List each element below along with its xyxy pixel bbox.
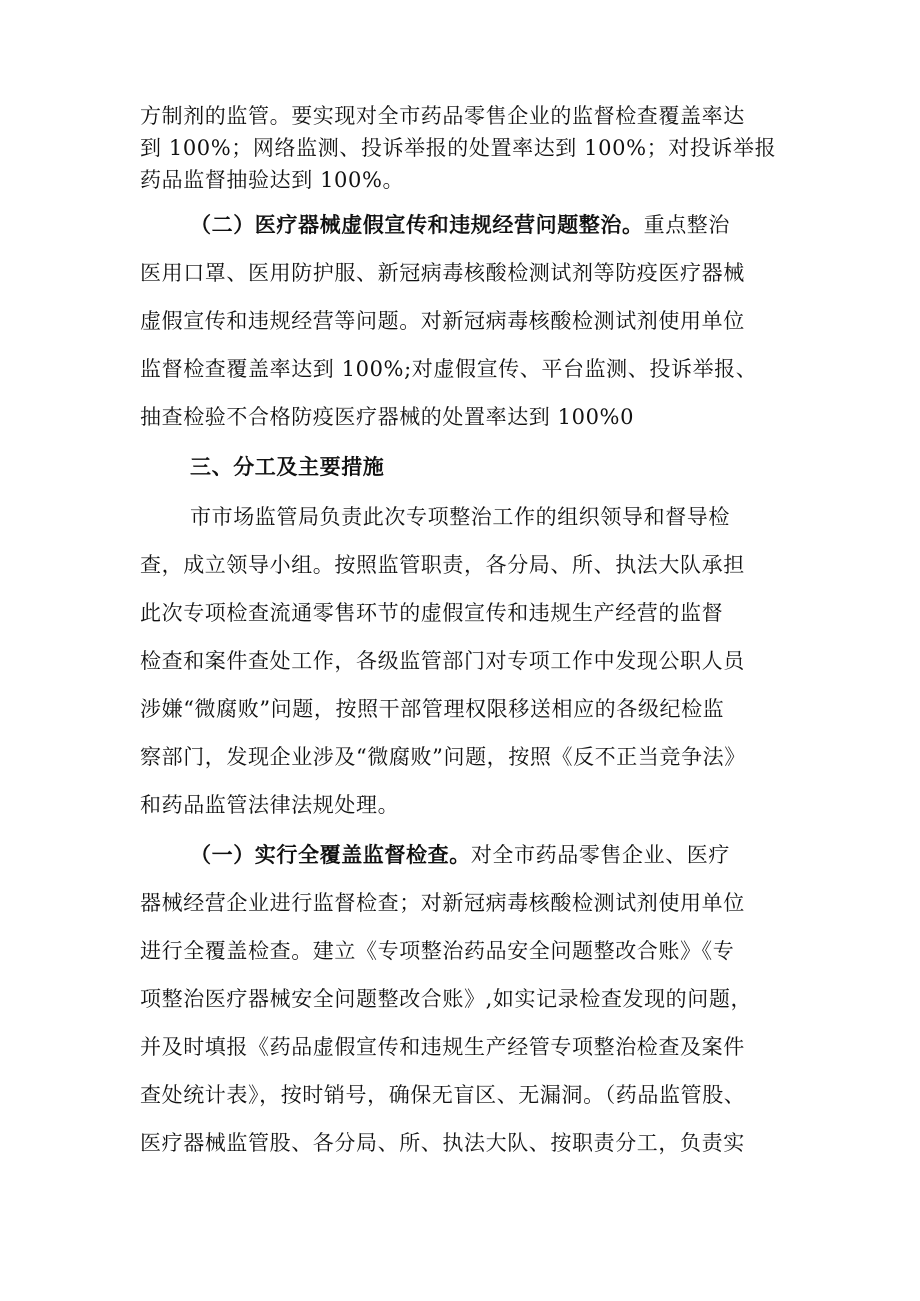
section2-line: 医用口罩、医用防护服、新冠病毒核酸检测试剂等防疫医疗器械 — [140, 261, 745, 285]
sub1-line: 项整治医疗器械安全问题整改合账》,如实记录检查发现的问题， — [140, 987, 753, 1011]
sub1-line: 器械经营企业进行监督检查；对新冠病毒核酸检测试剂使用单位 — [140, 891, 745, 915]
section3-heading: 三、分工及主要措施 — [190, 454, 385, 479]
sub1-title: （一）实行全覆盖监督检查。 — [190, 842, 471, 867]
section2-line: 虚假宣传和违规经营等问题。对新冠病毒核酸检测试剂使用单位 — [140, 309, 745, 333]
para3-line: 和药品监管法律法规处理。 — [140, 793, 400, 817]
para3-line: 涉嫌“微腐败”问题，按照干部管理权限移送相应的各级纪检监 — [140, 697, 725, 721]
para3-line: 此次专项检查流通零售环节的虚假宣传和违规生产经营的监督 — [140, 601, 724, 625]
para3-line: 检查和案件查处工作，各级监管部门对专项工作中发现公职人员 — [140, 649, 745, 673]
intro-line: 方制剂的监管。要实现对全市药品零售企业的监督检查覆盖率达 — [140, 104, 745, 128]
sub1-line: 并及时填报《药品虚假宣传和违规生产经管专项整治检查及案件 — [140, 1035, 745, 1059]
para3-line: 查，成立领导小组。按照监管职责，各分局、所、执法大队承担 — [140, 553, 745, 577]
para3-line: 察部门，发现企业涉及“微腐败”问题，按照《反不正当竞争法》 — [140, 745, 746, 769]
intro-line: 到 100%；网络监测、投诉举报的处置率达到 100%；对投诉举报 — [140, 136, 777, 160]
section2-line: 监督检查覆盖率达到 100%;对虚假宣传、平台监测、投诉举报、 — [140, 357, 758, 381]
sub1-paragraph-start — [190, 842, 730, 868]
section2-title: （二）医疗器械虚假宣传和违规经营问题整治。 — [190, 212, 644, 237]
para3-line: 市市场监管局负责此次专项整治工作的组织领导和督导检 — [190, 505, 730, 529]
sub1-text: 对全市药品零售企业、医疗 — [470, 843, 731, 867]
section2-text: 重点整治 — [643, 213, 731, 237]
sub1-line: 查处统计表》，按时销号，确保无盲区、无漏洞。（药品监管股、 — [140, 1083, 746, 1107]
section2-paragraph-start — [190, 212, 730, 238]
intro-line: 药品监督抽验达到 100%。 — [140, 168, 405, 192]
sub1-line: 医疗器械监管股、各分局、所、执法大队、按职责分工，负责实 — [140, 1131, 745, 1155]
sub1-line: 进行全覆盖检查。建立《专项整治药品安全问题整改合账》《专 — [140, 939, 735, 963]
section2-line: 抽查检验不合格防疫医疗器械的处置率达到 100%0 — [140, 405, 635, 429]
